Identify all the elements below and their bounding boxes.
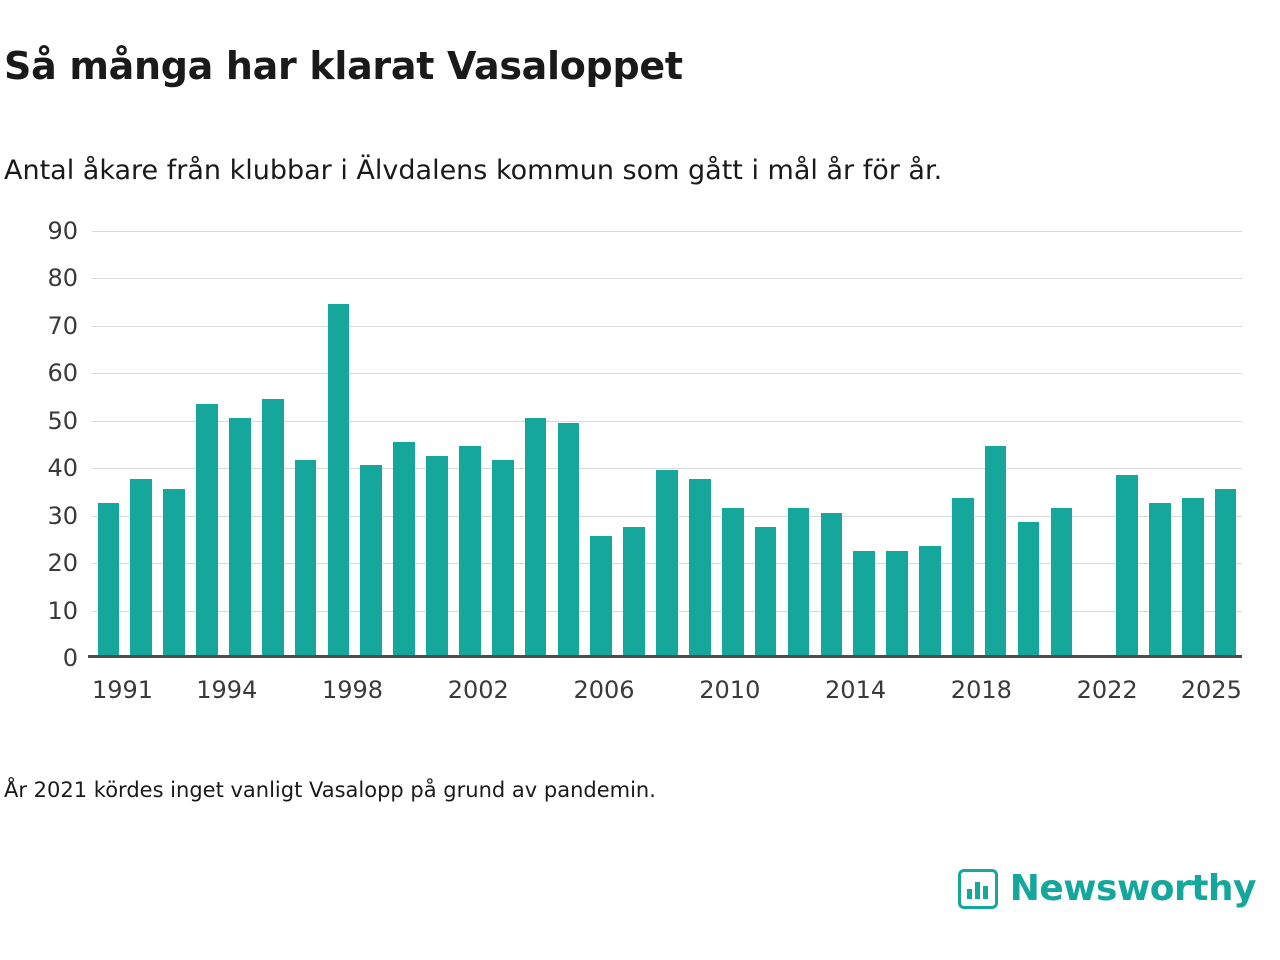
bar[interactable] [985,446,1007,655]
bar-chart-icon [958,869,998,909]
bar-slot [125,228,158,655]
y-axis-tick-label: 70 [47,311,78,340]
chart-container [0,217,1260,704]
bar[interactable] [1149,503,1171,655]
x-axis-tick-label [279,676,301,704]
x-axis-tick-label [886,676,908,704]
bar[interactable] [952,498,974,655]
page-subtitle: Antal åkare från klubbar i Älvdalens kommun som gått i mål år för år. [4,155,943,186]
bar-slot [618,228,651,655]
bar-slot [519,228,552,655]
x-axis-tick-label: 2018 [950,676,1012,704]
x-axis-tick-label: 2025 [1180,676,1242,704]
bar-slot [1176,228,1209,655]
bar-slot [815,228,848,655]
bar-slot [1111,228,1144,655]
bar[interactable] [229,418,251,655]
bar[interactable] [328,304,350,655]
x-axis-tick-label [678,676,700,704]
bar-slot [355,228,388,655]
x-axis-tick-label [656,676,678,704]
x-axis-line [88,655,1242,658]
bar-slot [1045,228,1078,655]
plot-area [92,228,1242,658]
bar-slot [256,228,289,655]
bar[interactable] [492,460,514,655]
y-axis-tick-label: 10 [47,596,78,625]
bar-slot [322,228,355,655]
bar-slot [1209,228,1242,655]
bar[interactable] [689,479,711,655]
x-axis-labels [92,676,1242,704]
bar[interactable] [853,551,875,655]
x-axis-tick-label: 2022 [1076,676,1138,704]
bar-slot [191,228,224,655]
y-axis-tick-label: 60 [47,359,78,388]
page-title: Så många har klarat Vasaloppet [4,44,683,88]
x-axis-tick-label: 2014 [825,676,887,704]
bar[interactable] [295,460,317,655]
x-axis-tick-label [760,676,782,704]
bar[interactable] [558,423,580,655]
bar-slot [1078,228,1111,655]
bar[interactable] [623,527,645,655]
x-axis-tick-label [1138,676,1160,704]
y-axis-tick-label: 80 [47,264,78,293]
bar-slot [848,228,881,655]
bars-group [92,228,1242,655]
y-axis-tick-label: 0 [62,644,78,672]
bar-slot [223,228,256,655]
x-axis-tick-label [175,676,197,704]
x-axis-tick-label [530,676,552,704]
bar[interactable] [525,418,547,655]
bar-slot [486,228,519,655]
y-axis-tick-label: 90 [47,217,78,245]
bar-slot [913,228,946,655]
bar-slot [749,228,782,655]
bar[interactable] [919,546,941,655]
x-axis-tick-label [552,676,574,704]
y-axis-tick-label: 20 [47,549,78,578]
bar[interactable] [130,479,152,655]
bar-slot [421,228,454,655]
bar-slot [1012,228,1045,655]
bar[interactable] [1215,489,1237,655]
bar[interactable] [1018,522,1040,655]
bar-slot [92,228,125,655]
bar[interactable] [163,489,185,655]
x-axis-tick-label [383,676,405,704]
bar[interactable] [788,508,810,655]
bar[interactable] [590,536,612,655]
x-axis-tick-label [509,676,531,704]
newsworthy-logo [958,868,1256,909]
y-axis-tick-label: 40 [47,454,78,483]
x-axis-tick-label [1159,676,1181,704]
x-axis-tick-label [635,676,657,704]
x-axis-tick-label [782,676,804,704]
y-axis-tick-label: 50 [47,406,78,435]
x-axis-tick-label [426,676,448,704]
bar[interactable] [360,465,382,655]
bar-slot [683,228,716,655]
bar-slot [552,228,585,655]
bar-slot [158,228,191,655]
x-axis-tick-label: 2006 [573,676,635,704]
x-axis-tick-label: 1994 [196,676,258,704]
bar[interactable] [821,513,843,655]
bar[interactable] [656,470,678,655]
x-axis-tick-label [929,676,951,704]
bar-slot [946,228,979,655]
chart-note: År 2021 kördes inget vanligt Vasalopp på grund av pandemin. [4,778,656,802]
x-axis-tick-label [300,676,322,704]
bar-slot [388,228,421,655]
x-axis-tick-label: 1998 [321,676,384,704]
bar[interactable] [1116,475,1138,655]
bar[interactable] [98,503,120,655]
bar-slot [453,228,486,655]
bar-slot [289,228,322,655]
x-axis-tick-label: 2010 [699,676,761,704]
bar[interactable] [1182,498,1204,655]
x-axis-tick-label: 2002 [447,676,509,704]
x-axis-tick-label [1055,676,1077,704]
bar[interactable] [393,442,415,656]
x-axis-tick-label [1033,676,1055,704]
bar[interactable] [755,527,777,655]
bar-slot [782,228,815,655]
bar-slot [716,228,749,655]
bar[interactable] [1051,508,1073,655]
bar-slot [979,228,1012,655]
bar[interactable] [262,399,284,655]
x-axis-tick-label: 1991 [92,676,154,704]
bar[interactable] [196,404,218,655]
x-axis-tick-label [908,676,930,704]
x-axis-tick-label [803,676,825,704]
bar-slot [651,228,684,655]
x-axis-tick-label [153,676,175,704]
bar[interactable] [426,456,448,655]
bar[interactable] [886,551,908,655]
bar-slot [881,228,914,655]
bar-slot [1144,228,1177,655]
y-axis-labels [0,217,78,672]
logo-text: Newsworthy [1009,868,1256,909]
x-axis-tick-label [257,676,279,704]
x-axis-tick-label [1012,676,1034,704]
bar[interactable] [459,446,481,655]
bar-slot [585,228,618,655]
bar[interactable] [722,508,744,655]
x-axis-tick-label [405,676,427,704]
y-axis-tick-label: 30 [47,501,78,530]
